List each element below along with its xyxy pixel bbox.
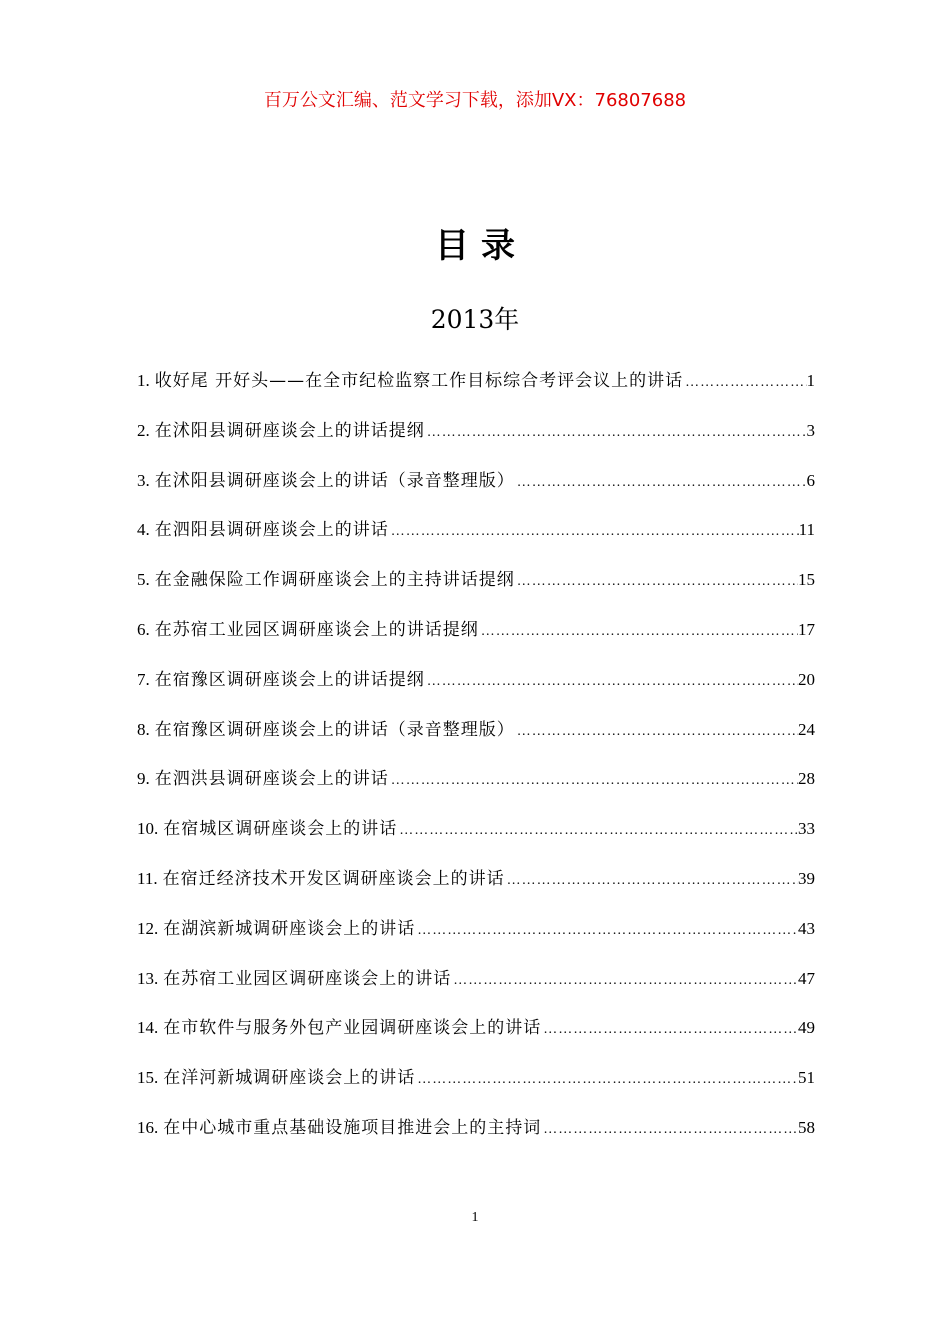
toc-title: 在苏宿工业园区调研座谈会上的讲话: [163, 968, 452, 989]
toc-number: 1.: [137, 371, 150, 390]
toc-title: 在泗阳县调研座谈会上的讲话: [154, 520, 389, 541]
toc-entry-12[interactable]: [137, 914, 815, 964]
toc-page-number: 6: [806, 470, 815, 490]
toc-number: 9.: [137, 769, 150, 789]
toc-title: 在泗洪县调研座谈会上的讲话: [154, 769, 389, 790]
toc-number: 3.: [137, 470, 150, 490]
toc-dot-leader: [451, 966, 798, 996]
toc-entry-14[interactable]: [137, 1013, 815, 1063]
toc-page-number: 15: [798, 570, 815, 590]
toc-number: 10.: [137, 819, 159, 839]
toc-dot-leader: [683, 368, 806, 398]
toc-dot-leader: [397, 816, 798, 846]
toc-number: 4.: [137, 520, 150, 540]
toc-dot-leader: [515, 567, 798, 597]
toc-title: 在宿迁经济技术开发区调研座谈会上的讲话: [162, 868, 505, 889]
toc-dot-leader: [515, 717, 798, 747]
toc-title: 在苏宿工业园区调研座谈会上的讲话提纲: [154, 619, 479, 640]
toc-title: 在市软件与服务外包产业园调研座谈会上的讲话: [163, 1018, 542, 1039]
toc-entry-11[interactable]: [137, 864, 815, 914]
toc-title: 在湖滨新城调研座谈会上的讲话: [163, 918, 416, 939]
toc-page-number: 20: [798, 669, 815, 689]
toc-page-number: 58: [798, 1117, 815, 1137]
table-of-contents: [137, 366, 815, 1163]
toc-title: 在宿豫区调研座谈会上的讲话提纲: [154, 669, 425, 690]
toc-entry-1[interactable]: [137, 366, 815, 416]
toc-dot-leader: [415, 916, 798, 946]
toc-entry-5[interactable]: [137, 565, 815, 615]
toc-number: 14.: [137, 1018, 159, 1038]
toc-dot-leader: [425, 667, 798, 697]
toc-entry-15[interactable]: [137, 1063, 815, 1113]
toc-dot-leader: [541, 1115, 798, 1145]
toc-number: 15.: [137, 1068, 159, 1088]
toc-entry-7[interactable]: [137, 665, 815, 715]
toc-page-number: 33: [798, 819, 815, 839]
toc-entry-8[interactable]: [137, 715, 815, 765]
toc-title: 在金融保险工作调研座谈会上的主持讲话提纲: [154, 570, 515, 591]
toc-dot-leader: [389, 517, 799, 547]
toc-entry-6[interactable]: [137, 615, 815, 665]
toc-entry-2[interactable]: [137, 416, 815, 466]
toc-dot-leader: [425, 418, 807, 448]
toc-page-number: 28: [798, 769, 815, 789]
toc-entry-16[interactable]: [137, 1113, 815, 1163]
toc-entry-9[interactable]: [137, 764, 815, 814]
toc-page-number: 24: [798, 719, 815, 739]
header-banner: 百万公文汇编、范文学习下载，添加VX：76807688: [263, 90, 687, 111]
toc-page-number: 51: [798, 1068, 815, 1088]
toc-page-number: 3: [806, 420, 815, 440]
toc-page-number: 49: [798, 1018, 815, 1038]
document-title: 目录: [435, 226, 527, 266]
toc-dot-leader: [389, 766, 798, 796]
toc-entry-10[interactable]: [137, 814, 815, 864]
toc-title: 在沭阳县调研座谈会上的讲话提纲: [154, 420, 425, 441]
toc-number: 8.: [137, 719, 150, 739]
toc-entry-3[interactable]: [137, 466, 815, 516]
toc-title: 在沭阳县调研座谈会上的讲话（录音整理版）: [154, 470, 515, 491]
toc-title: 在宿城区调研座谈会上的讲话: [163, 819, 398, 840]
toc-number: 6.: [137, 619, 150, 639]
toc-number: 13.: [137, 968, 159, 988]
toc-page-number: 11: [798, 520, 815, 540]
toc-page-number: 1: [806, 371, 815, 390]
toc-number: 12.: [137, 918, 159, 938]
toc-number: 5.: [137, 570, 150, 590]
footer-page-number: 1: [471, 1210, 479, 1225]
toc-title: 在洋河新城调研座谈会上的讲话: [163, 1068, 416, 1089]
toc-page-number: 43: [798, 918, 815, 938]
toc-entry-4[interactable]: [137, 515, 815, 565]
toc-dot-leader: [479, 617, 798, 647]
toc-dot-leader: [415, 1065, 798, 1095]
toc-title: 收好尾 开好头——在全市纪检监察工作目标综合考评会议上的讲话: [154, 371, 684, 391]
toc-page-number: 47: [798, 968, 815, 988]
toc-title: 在中心城市重点基础设施项目推进会上的主持词: [163, 1117, 542, 1138]
toc-number: 2.: [137, 420, 150, 440]
toc-dot-leader: [515, 468, 807, 498]
year-heading: 2013年: [430, 305, 520, 334]
toc-number: 16.: [137, 1117, 159, 1137]
toc-dot-leader: [541, 1015, 798, 1045]
toc-page-number: 17: [798, 619, 815, 639]
toc-dot-leader: [505, 866, 798, 896]
toc-number: 7.: [137, 669, 150, 689]
toc-entry-13[interactable]: [137, 964, 815, 1014]
toc-title: 在宿豫区调研座谈会上的讲话（录音整理版）: [154, 719, 515, 740]
toc-page-number: 39: [798, 868, 815, 888]
toc-number: 11.: [137, 868, 158, 888]
